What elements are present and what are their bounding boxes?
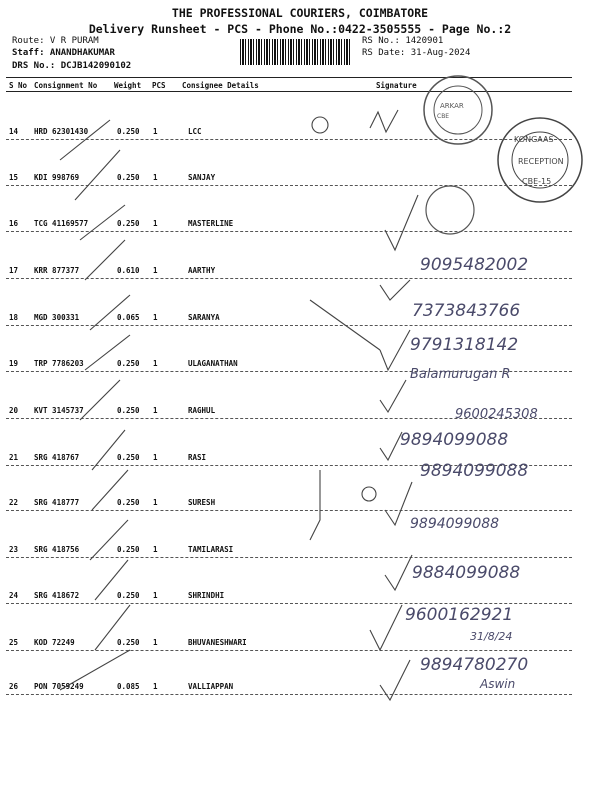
row-pcs: 1: [153, 127, 158, 136]
row-pcs: 1: [153, 638, 158, 647]
row-consignment: PON 7059249: [34, 682, 84, 691]
row-consignee: LCC: [188, 127, 202, 136]
row-consignee: AARTHY: [188, 266, 216, 275]
row-pcs: 1: [153, 498, 158, 507]
row-sno: 21: [9, 453, 19, 462]
row-consignee: RASI: [188, 453, 207, 462]
svg-text:RECEPTION: RECEPTION: [518, 157, 564, 166]
row-weight: 0.085: [117, 682, 140, 691]
row-consignment: MGD 300331: [34, 313, 80, 322]
handwritten-phone-21: 9894099088: [400, 430, 509, 450]
row-consignee: RAGHUL: [188, 406, 216, 415]
svg-text:CBE-15: CBE-15: [522, 177, 552, 186]
row-consignee: TAMILARASI: [188, 545, 234, 554]
row-consignment: SRG 418767: [34, 453, 80, 462]
row-pcs: 1: [153, 219, 158, 228]
runsheet-subtitle: Delivery Runsheet - PCS - Phone No.:0422-3505555 - Page No.:2: [88, 22, 512, 36]
row-pcs: 1: [153, 266, 158, 275]
row-consignee: ULAGANATHAN: [188, 359, 238, 368]
row-consignee: SURESH: [188, 498, 216, 507]
table-row: [0, 604, 600, 650]
row-weight: 0.250: [117, 173, 140, 182]
company-title: THE PROFESSIONAL COURIERS, COIMBATORE: [171, 6, 429, 20]
row-sno: 16: [9, 219, 19, 228]
row-sno: 23: [9, 545, 19, 554]
svg-text:ARKAR: ARKAR: [440, 102, 464, 110]
row-consignee: VALLIAPPAN: [188, 682, 234, 691]
row-pcs: 1: [153, 545, 158, 554]
svg-text:CBE: CBE: [437, 113, 450, 120]
col-consignee: Consignee Details: [182, 81, 259, 90]
row-weight: 0.610: [117, 266, 140, 275]
handwritten-name-26: Aswin: [480, 677, 516, 691]
row-consignment: TCG 41169577: [34, 219, 89, 228]
table-row: [0, 648, 600, 694]
row-pcs: 1: [153, 359, 158, 368]
row-weight: 0.250: [117, 453, 140, 462]
handwritten-phone-18: 7373843766: [412, 301, 521, 321]
barcode: [240, 39, 352, 65]
col-signature: Signature: [376, 81, 417, 90]
row-pcs: 1: [153, 682, 158, 691]
table-row: [0, 93, 600, 139]
row-consignment: TRP 7786203: [34, 359, 84, 368]
table-top-rule: [6, 77, 572, 78]
col-pcs: PCS: [152, 81, 166, 90]
table-row: [0, 185, 600, 231]
row-consignment: HRD 62301430: [34, 127, 89, 136]
row-sno: 24: [9, 591, 19, 600]
row-pcs: 1: [153, 406, 158, 415]
row-consignee: MASTERLINE: [188, 219, 234, 228]
row-pcs: 1: [153, 173, 158, 182]
row-weight: 0.250: [117, 545, 140, 554]
header-bottom-rule: [6, 91, 572, 92]
staff-label: Staff: ANANDHAKUMAR: [12, 48, 115, 58]
handwritten-phone-19: 9791318142: [410, 335, 519, 355]
row-divider: [6, 694, 572, 695]
rs-number: RS No.: 1420901: [362, 36, 444, 46]
handwritten-phone-26: 9894780270: [420, 655, 529, 675]
row-consignment: SRG 418672: [34, 591, 80, 600]
row-weight: 0.250: [117, 591, 140, 600]
row-consignment: KVT 3145737: [34, 406, 84, 415]
row-consignee: SANJAY: [188, 173, 216, 182]
table-row: [0, 279, 600, 325]
handwritten-phone-25: 9600162921: [405, 605, 514, 625]
table-row: [0, 372, 600, 418]
row-sno: 19: [9, 359, 19, 368]
table-row: [0, 139, 600, 185]
table-row: [0, 511, 600, 557]
row-sno: 15: [9, 173, 19, 182]
row-consignee: SARANYA: [188, 313, 220, 322]
handwritten-phone-17: 9095482002: [420, 255, 529, 275]
row-consignment: KRR 877377: [34, 266, 80, 275]
row-consignment: KDI 998769: [34, 173, 80, 182]
handwritten-phone-24: 9884099088: [412, 563, 521, 583]
row-pcs: 1: [153, 313, 158, 322]
row-weight: 0.250: [117, 498, 140, 507]
row-pcs: 1: [153, 591, 158, 600]
handwritten-phone-23: 9894099088: [410, 516, 500, 532]
table-row: [0, 557, 600, 603]
row-weight: 0.250: [117, 638, 140, 647]
table-row: [0, 464, 600, 510]
row-consignee: BHUVANESHWARI: [188, 638, 247, 647]
row-sno: 25: [9, 638, 19, 647]
row-weight: 0.250: [117, 359, 140, 368]
row-pcs: 1: [153, 453, 158, 462]
row-consignment: SRG 418756: [34, 545, 80, 554]
row-sno: 22: [9, 498, 19, 507]
row-sno: 14: [9, 127, 19, 136]
drs-number: DRS No.: DCJB142090102: [12, 61, 132, 71]
row-sno: 26: [9, 682, 19, 691]
row-consignee: SHRINDHI: [188, 591, 225, 600]
svg-text:KONGAAS: KONGAAS: [514, 135, 554, 144]
row-sno: 18: [9, 313, 19, 322]
row-weight: 0.065: [117, 313, 140, 322]
col-weight: Weight: [114, 81, 142, 90]
row-weight: 0.250: [117, 219, 140, 228]
row-weight: 0.250: [117, 127, 140, 136]
table-row: [0, 325, 600, 371]
row-consignment: KOD 72249: [34, 638, 75, 647]
route-label: Route: V R PURAM: [12, 36, 99, 46]
handwritten-date-25: 31/8/24: [470, 630, 513, 643]
rs-date: RS Date: 31-Aug-2024: [362, 48, 471, 58]
handwritten-phone-20: 9600245308: [455, 407, 538, 422]
row-sno: 17: [9, 266, 19, 275]
row-weight: 0.250: [117, 406, 140, 415]
handwritten-name-19: Balamurugan R: [410, 367, 511, 382]
row-sno: 20: [9, 406, 19, 415]
table-row: [0, 232, 600, 278]
row-consignment: SRG 418777: [34, 498, 80, 507]
col-consignment: Consignment No: [34, 81, 98, 90]
handwritten-phone-22: 9894099088: [420, 461, 529, 481]
table-row: [0, 419, 600, 465]
col-sno: S No: [9, 81, 28, 90]
